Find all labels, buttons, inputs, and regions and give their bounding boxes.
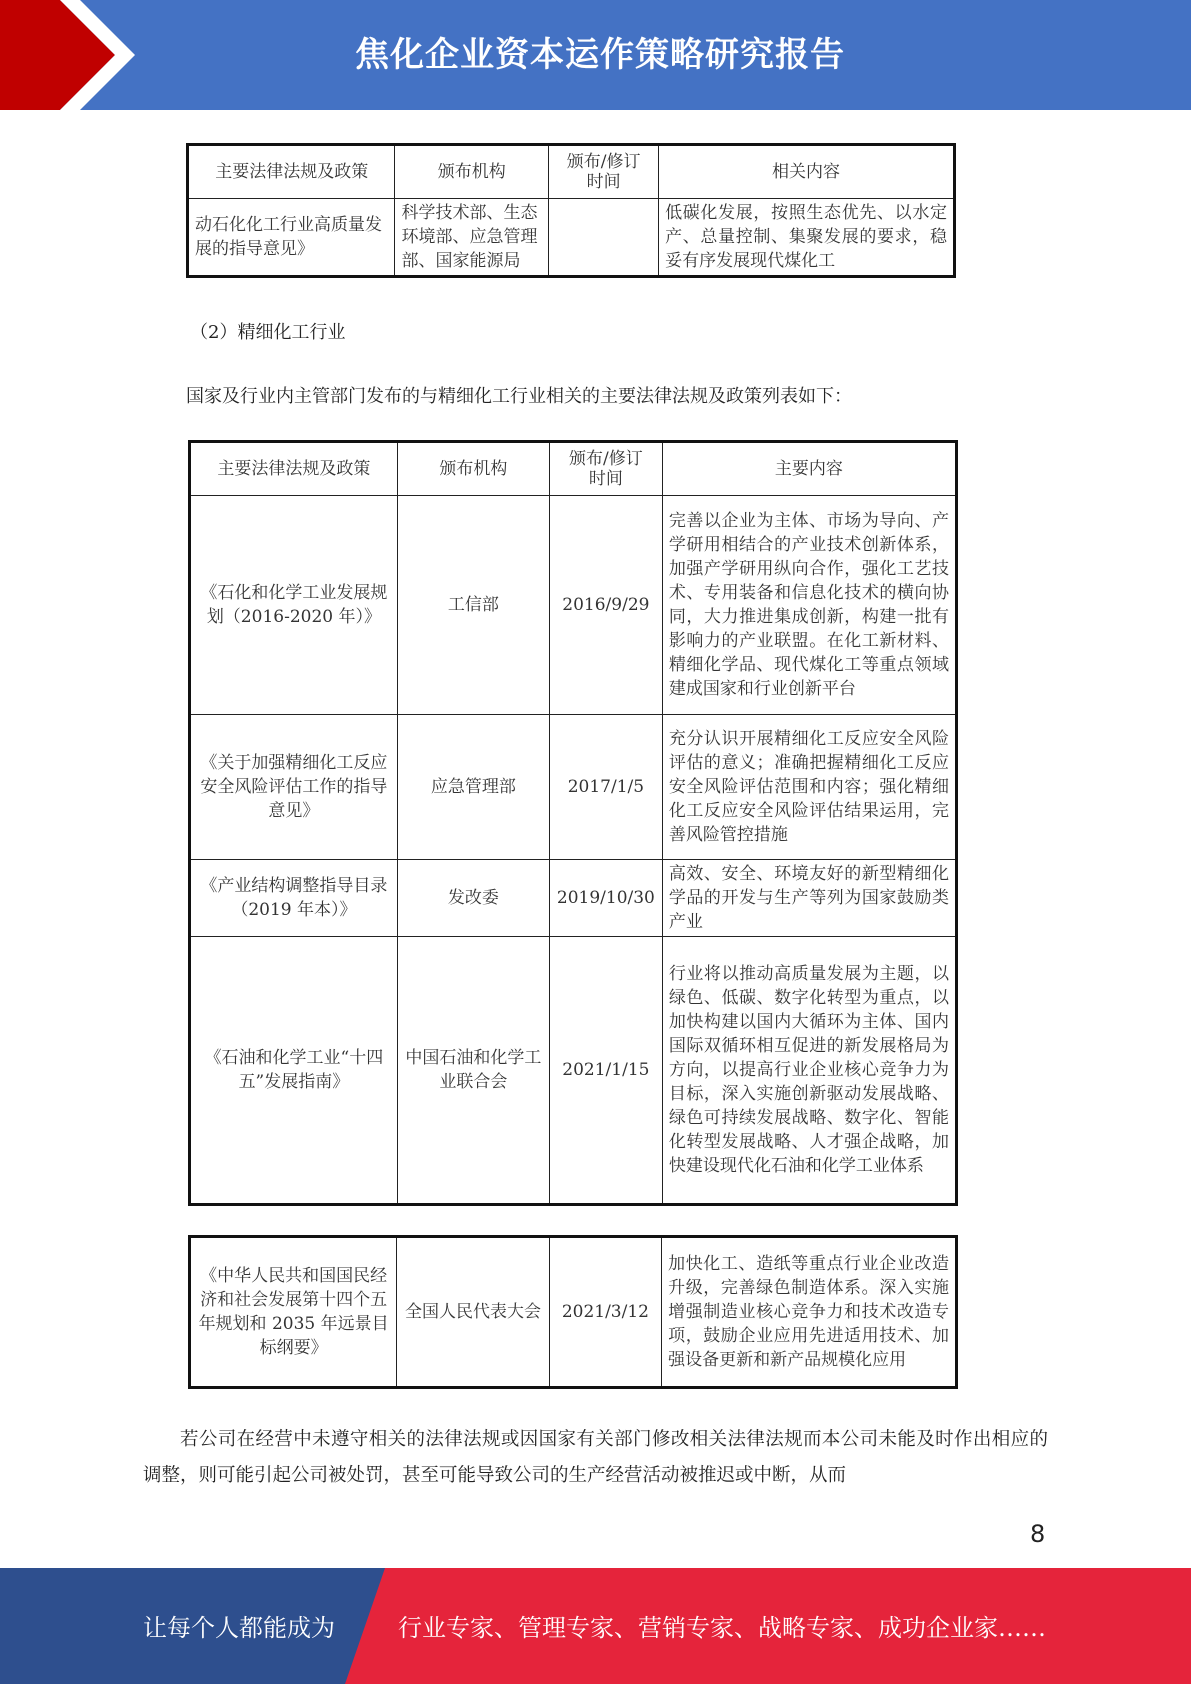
cell-policy: 《石油和化学工业“十四五”发展指南》: [190, 937, 398, 1205]
cell-policy: 《石化和化学工业发展规划（2016-2020 年）》: [190, 496, 398, 715]
page-header: [0, 0, 1191, 110]
body-paragraph: 若公司在经营中未遵守相关的法律法规或因国家有关部门修改相关法律法规而本公司未能及时作出相应的调整，则可能引起公司被处罚，甚至可能导致公司的生产经营活动被推迟或中断，从而: [143, 1429, 1048, 1486]
cell-agency: 全国人民代表大会: [397, 1237, 549, 1388]
cell-agency: 科学技术部、生态环境部、应急管理部、国家能源局: [395, 199, 549, 277]
cell-content: 高效、安全、环境友好的新型精细化学品的开发与生产等列为国家鼓励类产业: [662, 860, 956, 937]
column-header-date: [549, 442, 662, 496]
policy-table-fine-chemical-continued: [188, 1235, 958, 1389]
footer-slogan-right: 行业专家、管理专家、营销专家、战略专家、成功企业家……: [398, 1614, 1046, 1642]
cell-policy: 《关于加强精细化工反应安全风险评估工作的指导意见》: [190, 715, 398, 860]
cell-content: 行业将以推动高质量发展为主题，以绿色、低碳、数字化转型为重点，以加快构建以国内大循环为主体、国内国际双循环相互促进的新发展格局为方向，以提高行业企业核心竞争力为目标，深入实施创新驱动发展战略、绿色可持续发展战略、数字化、智能化转型发展战略、人才强企战略，加快建设现代化石油和化学工业体系: [662, 937, 956, 1205]
page-footer: [0, 1568, 1191, 1684]
cell-date: 2016/9/29: [549, 496, 662, 715]
cell-content: 低碳化发展，按照生态优先、以水定产、总量控制、集聚发展的要求，稳妥有序发展现代煤化工: [659, 199, 955, 277]
column-header-policy: 主要法律法规及政策: [190, 442, 398, 496]
cell-policy: 《中华人民共和国国民经济和社会发展第十四个五年规划和 2035 年远景目标纲要》: [190, 1237, 397, 1388]
header-title: 焦化企业资本运作策略研究报告: [355, 35, 845, 75]
cell-date: 2017/1/5: [549, 715, 662, 860]
table-row: [190, 860, 957, 937]
cell-content: 充分认识开展精细化工反应安全风险评估的意义；准确把握精细化工反应安全风险评估范围和内容；强化精细化工反应安全风险评估结果运用，完善风险管控措施: [662, 715, 956, 860]
cell-agency: 应急管理部: [397, 715, 549, 860]
cell-agency: 发改委: [397, 860, 549, 937]
page-number: 8: [1030, 1520, 1046, 1548]
table-row: [190, 1237, 957, 1388]
cell-date: [549, 199, 659, 277]
cell-policy: 动石化化工行业高质量发展的指导意见》: [188, 199, 395, 277]
cell-agency: 工信部: [397, 496, 549, 715]
column-header-date-text: 颁布/修订 时间: [569, 449, 643, 489]
column-header-agency: 颁布机构: [395, 145, 549, 199]
cell-content: 完善以企业为主体、市场为导向、产学研用相结合的产业技术创新体系，加强产学研用纵向合作，强化工艺技术、专用装备和信息化技术的横向协同，大力推进集成创新，构建一批有影响力的产业联盟。在化工新材料、精细化学品、现代煤化工等重点领域建成国家和行业创新平台: [662, 496, 956, 715]
column-header-content: 主要内容: [662, 442, 956, 496]
table-header-row: [190, 442, 957, 496]
footer-slogan-left: 让每个人都能成为: [143, 1614, 335, 1642]
column-header-date: [549, 145, 659, 199]
header-chevron-icon: [0, 0, 150, 110]
table-row: [190, 937, 957, 1205]
table-row: [188, 199, 955, 277]
section-heading: （2）精细化工行业: [190, 322, 346, 343]
column-header-date-text: 颁布/修订 时间: [566, 152, 641, 192]
intro-text: 国家及行业内主管部门发布的与精细化工行业相关的主要法律法规及政策列表如下：: [186, 386, 852, 407]
cell-date: 2021/1/15: [549, 937, 662, 1205]
cell-agency: 中国石油和化学工业联合会: [397, 937, 549, 1205]
cell-policy: 《产业结构调整指导目录（2019 年本）》: [190, 860, 398, 937]
policy-table-fine-chemical: [188, 440, 958, 1206]
table-header-row: [188, 145, 955, 199]
cell-content: 加快化工、造纸等重点行业企业改造升级，完善绿色制造体系。深入实施增强制造业核心竞争力和技术改造专项，鼓励企业应用先进适用技术、加强设备更新和新产品规模化应用: [662, 1237, 957, 1388]
table-row: [190, 496, 957, 715]
table-row: [190, 715, 957, 860]
policy-table-coal-chemical: [186, 143, 956, 278]
column-header-content: 相关内容: [659, 145, 955, 199]
column-header-agency: 颁布机构: [397, 442, 549, 496]
cell-date: 2019/10/30: [549, 860, 662, 937]
column-header-policy: 主要法律法规及政策: [188, 145, 395, 199]
cell-date: 2021/3/12: [549, 1237, 661, 1388]
